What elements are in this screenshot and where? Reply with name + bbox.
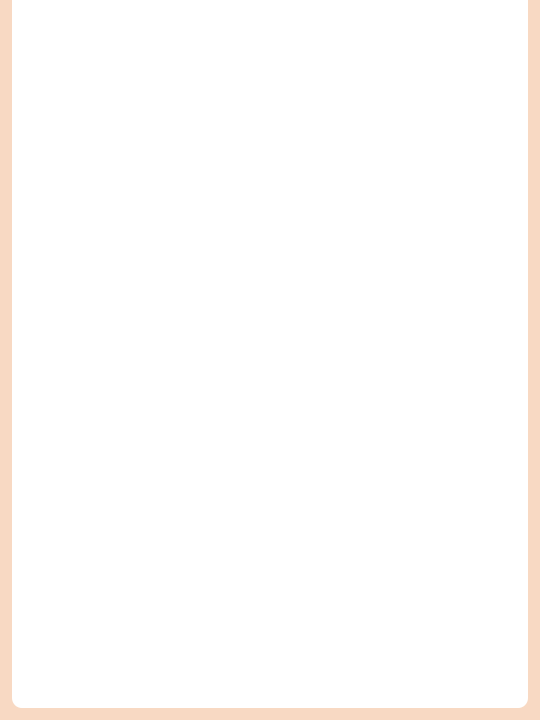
content — [18, 6, 524, 20]
document-page — [12, 0, 528, 708]
